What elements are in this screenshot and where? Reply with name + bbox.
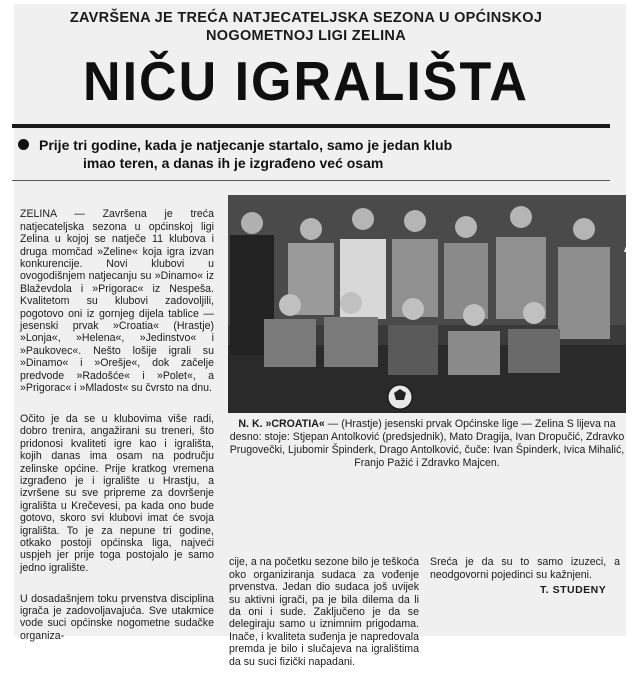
photo-caption [229, 418, 625, 470]
paragraph-3: U dosadašnjem toku prvenstva disciplina igrača je zadovoljavajuća. Sve utakmice vode suci općinske nogometne sudačke organiza- [20, 592, 214, 642]
paragraph-1: ZELINA — Završena je treća natjecateljska sezona u općinskoj ligi Zelina u kojoj se natječe 11 klubova i druga momčad »Zeline« koja igra izvan konkurencije. Novi klubovi u ovogodišnjem natjecanju su »Dinamo« iz Blaževdola i »Prigorac« iz Nespeša. Kvalitetom su klubovi zadovoljili, pogotovo oni iz gornjeg dijela tablice — jesenski prvak »Croatia« (Hrastje) »Lonja«, »Helena«, »Jedinstvo« i »Paukovec«. Nešto lošije igrali su »Dinamo« i »Orešje«, dok začelje predvode »Radošće« i »Polet«, a »Prigorac« i »Mladost« su čvrsto na dnu. [20, 208, 214, 395]
team-photo [228, 195, 626, 413]
torn-edge [624, 192, 640, 252]
column-3-text: Sreća je da su to samo izuzeci, a neodgovorni pojedinci su kažnjeni. [430, 556, 620, 581]
caption-team: N. K. »CROATIA« [238, 418, 325, 430]
article-column-1 [20, 196, 214, 661]
subhead-rule [12, 180, 610, 181]
headline: NIČU IGRALIŠTA [83, 51, 529, 113]
author-signature: T. STUDENY [540, 584, 607, 596]
paragraph-2: Očito je da se u klubovima više radi, dobro trenira, angažirani su treneri, što pridonosi kvaliteti igre kao i igrališta, kojih danas ima osam na području zelinske općine. Prije kratkog vremena izgrađeno je i igralište u Hrastju, a izvršene su sve pripreme za dovršenje igrališta u Krečevesi, pa kada ono bude gotovo, skoro svi klubovi imat će svoja igrališta. To je za nepune tri godine, otkako postoji općinska liga, najveći uspjeh jer prije toga postojalo je samo jedno igralište. [20, 412, 214, 574]
column-2-text: cije, a na početku sezone bilo je teškoća oko organiziranja sudaca za vođenje prvenstva. Jedan dio sudaca još uvijek su aktivni igrači, pa je bila dilema da li da oni i sude. Zaključeno je da se delegiraju samo u iznimnim prigodama. Inače, i kvaliteta suđenja je napredovala premda je bilo i slučajeva na igralištima da su suci fizički napadani. [229, 556, 419, 668]
kicker-line-1: ZAVRŠENA JE TREĆA NATJECATELJSKA SEZONA U OPĆINSKOJ [69, 10, 543, 26]
bullet-icon [18, 139, 29, 150]
subhead-line-1: Prije tri godine, kada je natjecanje startalo, samo je jedan klub [39, 137, 453, 153]
article-column-2 [229, 544, 419, 686]
kicker-line-2: NOGOMETNOJ LIGI ZELINA [206, 28, 406, 44]
caption-text: — (Hrastje) jesenski prvak Općinske lige — Zelina S lijeva na desno: stoje: Stjepan Antolković (predsjednik), Mato Dragija, Ivan Dropučić, Zdravko Prugovečki, Ljubomir Špinderk, Drago Antolković, čuče: Ivan Špinderk, Ivica Mihalić, Franjo Pažić i Zdravko Majcen. [229, 418, 625, 469]
subheadline [18, 136, 598, 172]
headline-rule [12, 124, 610, 128]
subhead-line-2: imao teren, a danas ih je izgrađeno već osam [83, 155, 384, 171]
kicker [26, 9, 586, 45]
